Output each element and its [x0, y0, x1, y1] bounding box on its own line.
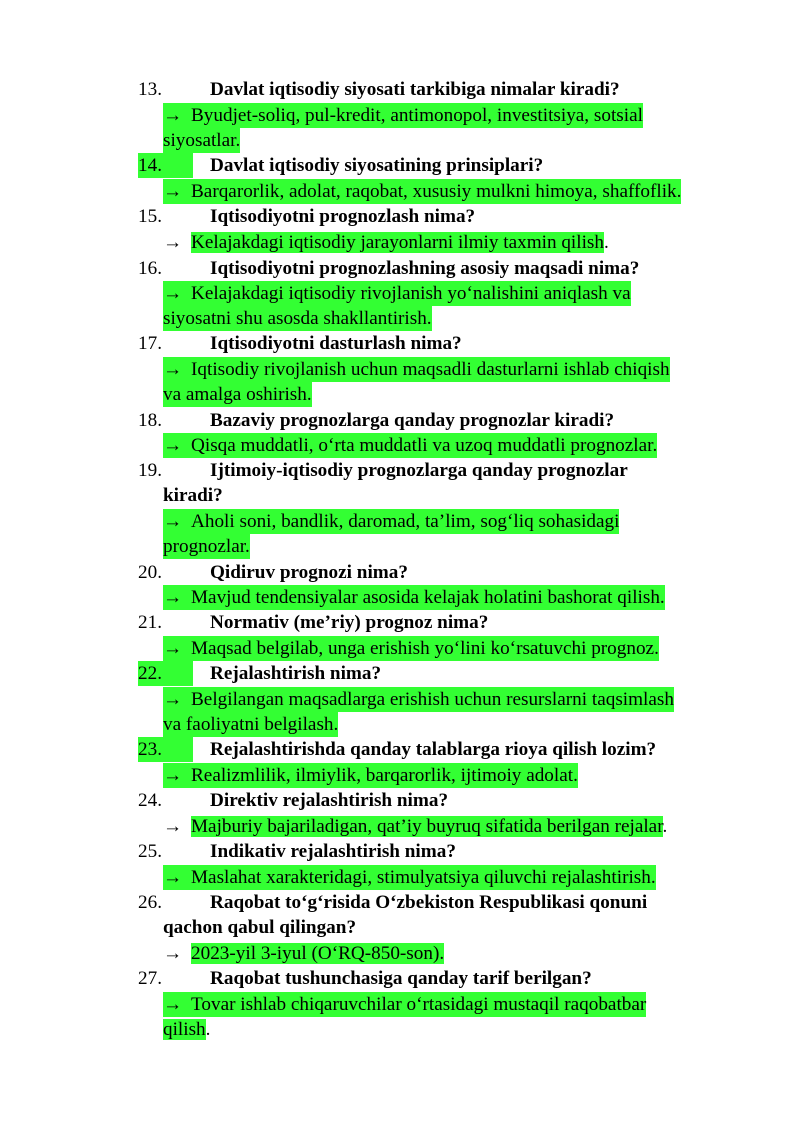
answer-text: → 2023-yil 3-iyul (O‘RQ-850-son).	[163, 943, 445, 964]
question-row-24	[0, 788, 800, 813]
question-number: 24.	[138, 790, 162, 811]
answer-text: va amalga oshirish.	[163, 384, 312, 405]
answer-line	[0, 712, 800, 737]
answer-text: siyosatlar.	[163, 130, 241, 151]
answer-text: → Byudjet-soliq, pul-kredit, antimonopol, investitsiya, sotsial	[163, 105, 643, 126]
arrow-icon: →	[163, 587, 183, 608]
question-text: Davlat iqtisodiy siyosatining prinsiplari?	[210, 155, 544, 176]
arrow-icon: →	[163, 765, 183, 786]
question-number: 20.	[138, 562, 162, 583]
arrow-icon: →	[163, 511, 183, 532]
answer-text: → Maslahat xarakteridagi, stimulyatsiya qiluvchi rejalashtirish.	[163, 867, 656, 888]
answer-line	[0, 281, 800, 306]
answer-text: va faoliyatni belgilash.	[163, 714, 339, 735]
answer-text: → Iqtisodiy rivojlanish uchun maqsadli dasturlarni ishlab chiqish	[163, 359, 670, 380]
answer-line	[0, 865, 800, 890]
question-number: 25.	[138, 841, 162, 862]
question-row-18	[0, 408, 800, 433]
question-row-17	[0, 331, 800, 356]
question-number: 18.	[138, 410, 162, 431]
question-number: 27.	[138, 968, 162, 989]
question-text: Rejalashtirish nima?	[210, 663, 382, 684]
answer-text: → Kelajakdagi iqtisodiy jarayonlarni ilmiy taxmin qilish.	[163, 232, 609, 253]
question-text: Raqobat tushunchasiga qanday tarif berilgan?	[210, 968, 592, 989]
question-text: Rejalashtirishda qanday talablarga rioya qilish lozim?	[210, 739, 657, 760]
answer-line	[0, 433, 800, 458]
answer-line	[0, 636, 800, 661]
answer-line	[0, 814, 800, 839]
arrow-icon: →	[163, 867, 183, 888]
question-text: Indikativ rejalashtirish nima?	[210, 841, 456, 862]
question-number: 17.	[138, 333, 162, 354]
question-row-16	[0, 256, 800, 281]
answer-text: qilish.	[163, 1019, 211, 1040]
answer-line	[0, 382, 800, 407]
answer-line	[0, 103, 800, 128]
question-row-13	[0, 77, 800, 102]
answer-line	[0, 763, 800, 788]
arrow-icon: →	[163, 689, 183, 710]
question-text: Davlat iqtisodiy siyosati tarkibiga nimalar kiradi?	[210, 79, 620, 100]
arrow-icon: →	[163, 283, 183, 304]
answer-text: → Tovar ishlab chiqaruvchilar o‘rtasidagi mustaqil raqobatbar	[163, 994, 647, 1015]
answer-line	[0, 230, 800, 255]
answer-text: → Realizmlilik, ilmiylik, barqarorlik, ijtimoiy adolat.	[163, 765, 578, 786]
answer-text: → Maqsad belgilab, unga erishish yo‘lini ko‘rsatuvchi prognoz.	[163, 638, 659, 659]
question-row-27	[0, 966, 800, 991]
question-row-15	[0, 204, 800, 229]
question-number: 19.	[138, 460, 162, 481]
arrow-icon: →	[163, 359, 183, 380]
question-number: 26.	[138, 892, 162, 913]
question-number: 21.	[138, 612, 162, 633]
answer-text: → Belgilangan maqsadlarga erishish uchun resurslarni taqsimlash	[163, 689, 674, 710]
answer-text: → Kelajakdagi iqtisodiy rivojlanish yo‘nalishini aniqlash va	[163, 283, 631, 304]
arrow-icon: →	[163, 816, 183, 837]
arrow-icon: →	[163, 994, 183, 1015]
question-text: Iqtisodiyotni prognozlash nima?	[210, 206, 476, 227]
question-text: Iqtisodiyotni dasturlash nima?	[210, 333, 462, 354]
question-continuation	[0, 483, 800, 508]
question-number: 23.	[138, 737, 193, 762]
question-text: Bazaviy prognozlarga qanday prognozlar kiradi?	[210, 410, 615, 431]
question-number: 16.	[138, 258, 162, 279]
arrow-icon: →	[163, 435, 183, 456]
answer-text: prognozlar.	[163, 536, 250, 557]
question-row-21	[0, 610, 800, 635]
question-row-20	[0, 560, 800, 585]
answer-line	[0, 941, 800, 966]
answer-text: → Barqarorlik, adolat, raqobat, xususiy mulkni himoya, shaffoflik.	[163, 181, 682, 202]
answer-line	[0, 357, 800, 382]
answer-text: → Mavjud tendensiyalar asosida kelajak holatini bashorat qilish.	[163, 587, 665, 608]
question-row-25	[0, 839, 800, 864]
answer-text: → Qisqa muddatli, o‘rta muddatli va uzoq muddatli prognozlar.	[163, 435, 658, 456]
arrow-icon: →	[163, 943, 183, 964]
question-number: 22.	[138, 661, 193, 686]
question-text: Raqobat to‘g‘risida O‘zbekiston Respublikasi qonuni	[210, 892, 648, 913]
answer-text: → Aholi soni, bandlik, daromad, ta’lim, sog‘liq sohasidagi	[163, 511, 620, 532]
answer-text: → Majburiy bajariladigan, qat’iy buyruq sifatida berilgan rejalar.	[163, 816, 668, 837]
question-text: Iqtisodiyotni prognozlashning asosiy maqsadi nima?	[210, 258, 640, 279]
arrow-icon: →	[163, 105, 183, 126]
answer-line	[0, 179, 800, 204]
question-text: Ijtimoiy-iqtisodiy prognozlarga qanday prognozlar	[210, 460, 628, 481]
answer-line	[0, 509, 800, 534]
answer-line	[0, 306, 800, 331]
arrow-icon: →	[163, 181, 183, 202]
answer-line	[0, 992, 800, 1017]
question-number: 13.	[138, 79, 162, 100]
arrow-icon: →	[163, 232, 183, 253]
answer-line	[0, 534, 800, 559]
question-row-26	[0, 890, 800, 915]
answer-line	[0, 128, 800, 153]
question-text: Normativ (me’riy) prognoz nima?	[210, 612, 489, 633]
question-row-14	[0, 153, 800, 178]
answer-line	[0, 585, 800, 610]
question-text: kiradi?	[163, 485, 223, 506]
question-number: 15.	[138, 206, 162, 227]
question-text: Qidiruv prognozi nima?	[210, 562, 408, 583]
answer-line	[0, 1017, 800, 1042]
question-continuation	[0, 915, 800, 940]
question-number: 14.	[138, 153, 193, 178]
question-row-23	[0, 737, 800, 762]
question-row-19	[0, 458, 800, 483]
question-row-22	[0, 661, 800, 686]
question-text: qachon qabul qilingan?	[163, 917, 357, 938]
answer-line	[0, 687, 800, 712]
question-text: Direktiv rejalashtirish nima?	[210, 790, 449, 811]
answer-text: siyosatni shu asosda shakllantirish.	[163, 308, 432, 329]
arrow-icon: →	[163, 638, 183, 659]
